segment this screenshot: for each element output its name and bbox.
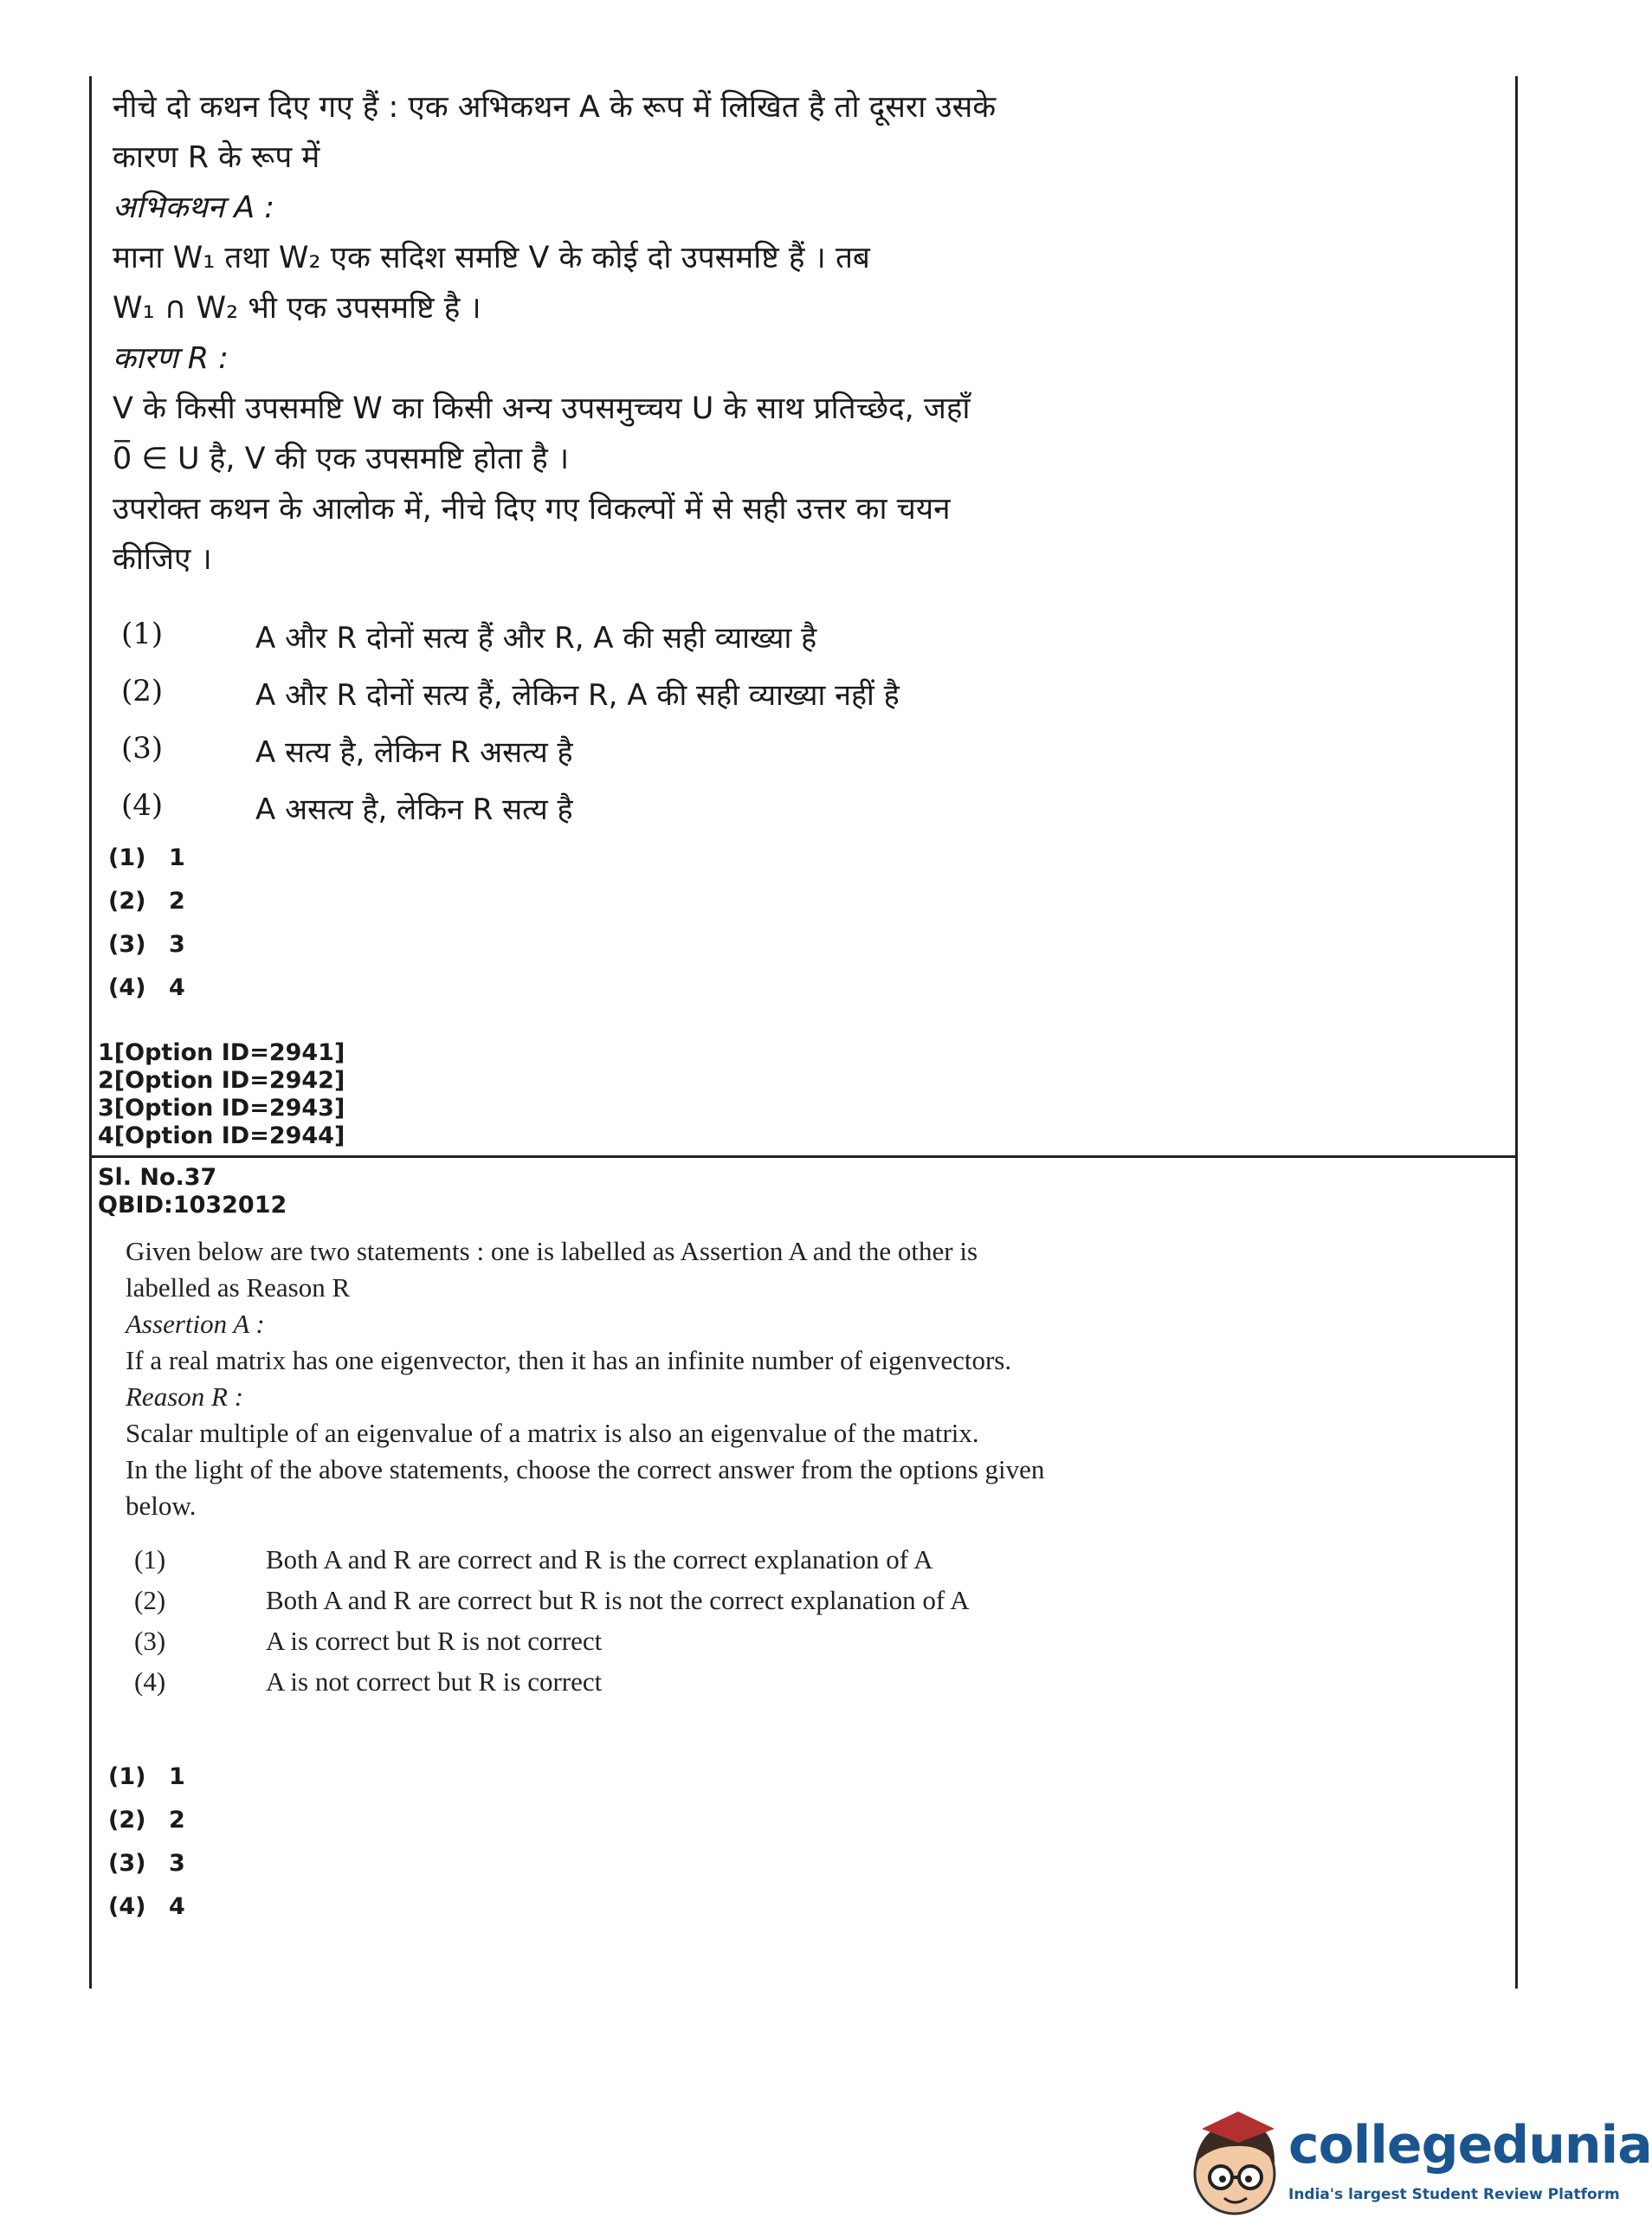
answer-number: (2) (108, 1807, 146, 1833)
hindi-reason-line-1: V के किसी उपसमष्टि W का किसी अन्य उपसमुच्चय U के साथ प्रतिच्छेद, जहाँ (113, 391, 971, 426)
page-border-right (1515, 76, 1518, 1988)
answer-number: (4) (108, 974, 146, 1001)
answer-choice (108, 844, 185, 871)
english-option-text: A is not correct but R is correct (266, 1666, 603, 1697)
serial-number: Sl. No.37 (98, 1164, 217, 1191)
answer-value: 1 (169, 1763, 185, 1790)
hindi-assertion-line-1: माना W₁ तथा W₂ एक सदिश समष्टि V के कोई दो उपसमष्टि हैं । तब (113, 241, 870, 275)
logo-wordmark: collegedunia (1288, 2115, 1652, 2176)
hindi-assertion-label: अभिकथन A : (113, 191, 275, 225)
option-number: (3) (121, 731, 164, 766)
option-number: (4) (121, 788, 164, 823)
answer-number: (3) (108, 1850, 146, 1877)
hindi-intro-line-1: नीचे दो कथन दिए गए हैं : एक अभिकथन A के रूप में लिखित है तो दूसरा उसके (113, 90, 997, 125)
answer-choice (108, 1763, 185, 1790)
answer-choice (108, 974, 185, 1001)
answer-value: 4 (169, 974, 185, 1001)
question-bank-id: QBID:1032012 (98, 1192, 287, 1219)
option-number: (1) (121, 617, 164, 651)
option-text: A और R दोनों सत्य हैं और R, A की सही व्याख्या है (255, 621, 817, 656)
question-meta (98, 1164, 287, 1219)
answer-value: 4 (169, 1893, 185, 1920)
english-option-number: (1) (134, 1544, 166, 1575)
answer-choice (108, 888, 185, 915)
option-text: A और R दोनों सत्य हैं, लेकिन R, A की सही व्याख्या नहीं है (255, 678, 900, 713)
answer-choice (108, 931, 185, 958)
answer-value: 2 (169, 888, 185, 915)
option-id-list (98, 1039, 345, 1150)
hindi-instruction-line-2: कीजिए । (113, 542, 212, 577)
option-id: 3[Option ID=2943] (98, 1095, 345, 1122)
option-id: 2[Option ID=2942] (98, 1067, 345, 1094)
answer-number: (3) (108, 931, 146, 958)
english-option-number: (2) (134, 1585, 166, 1615)
answer-number: (1) (108, 1763, 146, 1790)
english-option-text: A is correct but R is not correct (266, 1626, 603, 1656)
english-reason-text: Scalar multiple of an eigenvalue of a matrix is also an eigenvalue of the matrix. (126, 1418, 979, 1448)
english-question (126, 1233, 1044, 1524)
collegedunia-logo (1184, 2103, 1652, 2224)
english-option-number: (4) (134, 1666, 166, 1697)
english-instruction-line-2: below. (126, 1491, 197, 1521)
english-intro-line-2: labelled as Reason R (126, 1272, 351, 1303)
english-option-number: (3) (134, 1626, 166, 1656)
hindi-instruction-line-1: उपरोक्त कथन के आलोक में, नीचे दिए गए विकल्पों में से सही उत्तर का चयन (113, 492, 951, 527)
mascot-icon (1184, 2103, 1288, 2224)
answer-number: (4) (108, 1893, 146, 1920)
hindi-assertion-line-2: W₁ ∩ W₂ भी एक उपसमष्टि है । (113, 291, 481, 326)
answer-value: 2 (169, 1807, 185, 1833)
answer-number: (2) (108, 888, 146, 915)
hindi-question (113, 82, 996, 585)
option-id: 1[Option ID=2941] (98, 1039, 345, 1066)
answer-choice (108, 1807, 185, 1833)
answer-choice (108, 1893, 185, 1920)
question-divider (89, 1155, 1518, 1158)
hindi-reason-line-2: 0̅ ∈ U है, V की एक उपसमष्टि होता है । (113, 442, 570, 476)
english-option-text: Both A and R are correct but R is not the correct explanation of A (266, 1585, 970, 1615)
english-instruction-line-1: In the light of the above statements, choose the correct answer from the options given (126, 1454, 1045, 1484)
english-intro-line-1: Given below are two statements : one is labelled as Assertion A and the other is (126, 1236, 978, 1266)
option-number: (2) (121, 674, 164, 708)
answer-number: (1) (108, 844, 146, 871)
option-text: A सत्य है, लेकिन R असत्य है (255, 735, 573, 770)
option-id: 4[Option ID=2944] (98, 1122, 345, 1149)
english-assertion-label: Assertion A : (126, 1309, 265, 1339)
answer-choice (108, 1850, 185, 1877)
answer-value: 3 (169, 931, 185, 958)
page-border-left (89, 76, 92, 1988)
answer-value: 1 (169, 844, 185, 871)
english-reason-label: Reason R : (126, 1381, 244, 1412)
logo-tagline: India's largest Student Review Platform (1288, 2186, 1620, 2203)
hindi-reason-label: कारण R : (113, 341, 229, 376)
answer-value: 3 (169, 1850, 185, 1877)
english-assertion-text: If a real matrix has one eigenvector, then it has an infinite number of eigenvectors. (126, 1345, 1012, 1375)
english-option-text: Both A and R are correct and R is the correct explanation of A (266, 1544, 933, 1575)
option-text: A असत्य है, लेकिन R सत्य है (255, 792, 573, 827)
hindi-intro-line-2: कारण R के रूप में (113, 140, 320, 175)
